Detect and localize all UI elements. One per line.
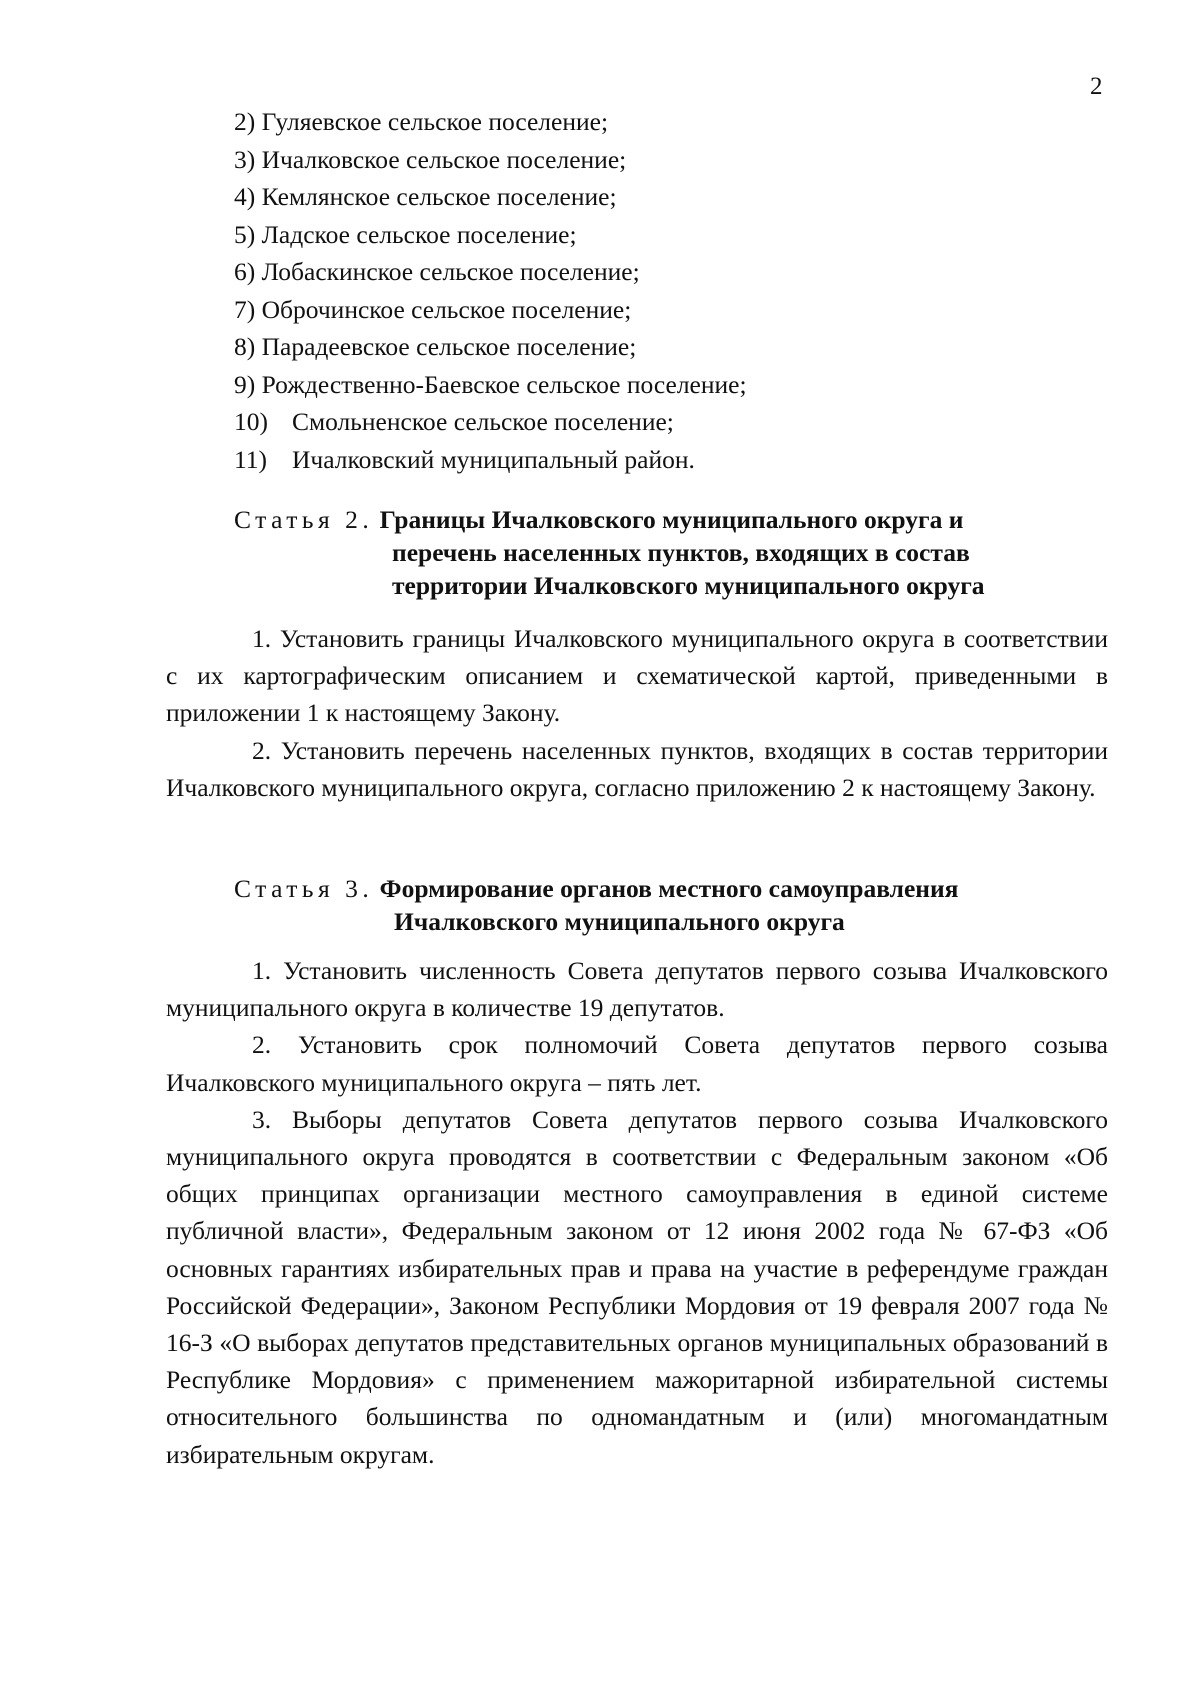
- list-item-number: 6): [234, 257, 256, 286]
- article-3-body: [166, 952, 1108, 1473]
- list-item: [234, 328, 1134, 366]
- list-item: [234, 441, 1134, 479]
- article-3-paragraph-2: 2. Установить срок полномочий Совета депутатов первого созыва Ичалковского муниципального округа – пять лет.: [166, 1030, 1108, 1097]
- list-item-number: 2): [234, 107, 256, 136]
- list-item-text: Рождественно-Баевское сельское поселение;: [261, 369, 747, 399]
- list-item-text: Ичалковское сельское поселение;: [261, 144, 627, 174]
- list-item-text: Парадеевское сельское поселение;: [261, 332, 637, 361]
- article-3-label: Статья 3.: [234, 874, 374, 903]
- list-item-number: 11): [234, 444, 268, 474]
- list-item-text: Ладское сельское поселение;: [261, 219, 577, 249]
- list-item: [234, 141, 1134, 179]
- list-item-number: 8): [234, 332, 256, 361]
- settlement-list: [234, 103, 1134, 478]
- article-3-paragraph-1: 1. Установить численность Совета депутатов первого созыва Ичалковского муниципального округа в количестве 19 депутатов.: [166, 956, 1108, 1023]
- article-2-label: Статья 2.: [234, 505, 374, 534]
- list-item-number: 4): [234, 182, 256, 211]
- list-item-text: Смольненское сельское поселение;: [292, 407, 674, 436]
- article-3-title-line-2: Ичалковского муниципального округа: [394, 907, 845, 936]
- list-item-number: 7): [234, 294, 256, 324]
- list-item-text: Лобаскинское сельское поселение;: [261, 257, 640, 286]
- article-2-title-line-3: территории Ичалковского муниципального округа: [392, 571, 985, 600]
- list-item-number: 9): [234, 369, 256, 399]
- article-2-heading: [234, 503, 1114, 602]
- list-item-number: 5): [234, 219, 256, 249]
- article-2-title-line-2: перечень населенных пунктов, входящих в состав: [392, 538, 970, 567]
- article-3-paragraph-3: 3. Выборы депутатов Совета депутатов первого созыва Ичалковского муниципального округа проводятся в соответствии с Федеральным законом «Об общих принципах организации местного самоуправления в единой системе публичной власти», Федеральным законом от 12 июня 2002 года № 67-ФЗ «Об основных гарантиях избирательных прав и права на участие в референдуме граждан Российской Федерации», Законом Республики Мордовия от 19 февраля 2007 года № 16-З «О выборах депутатов представительных органов муниципальных образований в Республике Мордовия» с применением мажоритарной избирательной системы относительного большинства по одномандатным и (или) многомандатным избирательным округам.: [166, 1104, 1108, 1469]
- article-2-body: [166, 620, 1108, 806]
- list-item-text: Гуляевское сельское поселение;: [261, 107, 609, 136]
- list-item: [234, 403, 1134, 441]
- article-2-paragraph-1: 1. Установить границы Ичалковского муниципального округа в соответствии с их картографическим описанием и схематической картой, приведенными в приложении 1 к настоящему Закону.: [166, 624, 1108, 728]
- article-3-heading: [234, 872, 1114, 938]
- list-item: [234, 253, 1134, 291]
- article-2-title-line-1: Границы Ичалковского муниципального округа и: [379, 505, 964, 534]
- list-item-number: 3): [234, 144, 256, 174]
- list-item: [234, 216, 1134, 254]
- list-item-text: Оброчинское сельское поселение;: [261, 294, 632, 324]
- article-2-paragraph-2: 2. Установить перечень населенных пунктов, входящих в состав территории Ичалковского муниципального округа, согласно приложению 2 к настоящему Закону.: [166, 735, 1108, 802]
- list-item-text: Кемлянское сельское поселение;: [261, 182, 617, 211]
- list-item: [234, 103, 1134, 141]
- list-item: [234, 178, 1134, 216]
- article-3-title-line-1: Формирование органов местного самоуправления: [379, 874, 959, 903]
- list-item: [234, 366, 1134, 404]
- list-item-text: Ичалковский муниципальный район.: [292, 444, 695, 474]
- page-number: 2: [1090, 73, 1103, 100]
- list-item: [234, 291, 1134, 329]
- list-item-number: 10): [234, 407, 268, 436]
